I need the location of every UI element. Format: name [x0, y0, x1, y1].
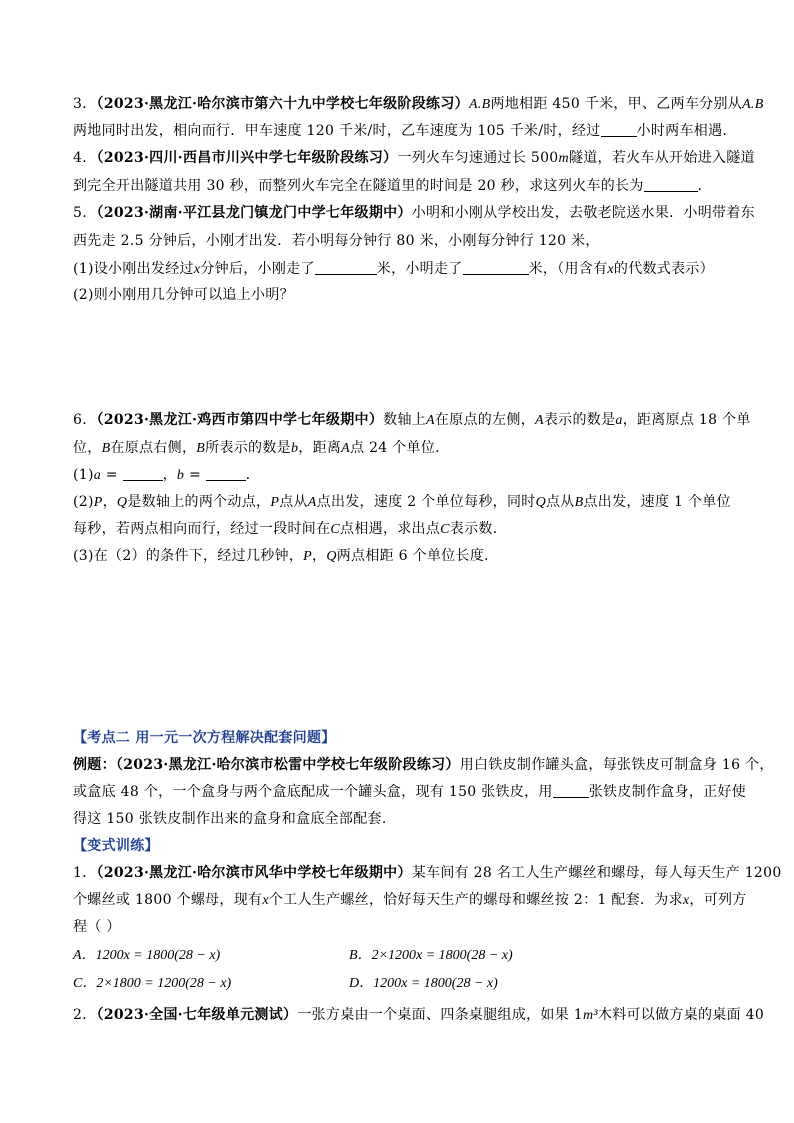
- question-text: 在原点的左侧，: [434, 412, 536, 428]
- question-text: 程（ ）: [73, 919, 121, 935]
- example-line-3: [73, 809, 396, 829]
- math-var: A: [535, 413, 544, 428]
- math-var: x: [193, 262, 201, 277]
- question-text: 每秒，若两点相向而行，经过一段时间在: [73, 521, 331, 537]
- question-text: 在原点右侧，: [110, 440, 197, 456]
- question-number: 3．: [73, 96, 97, 112]
- math-var: x: [262, 893, 269, 908]
- question-text: 西先走 2.5 分钟后，小刚才出发．若小明每分钟行 80 米，小刚每分钟行 120 米，: [73, 233, 600, 249]
- question-text: 表示的数是: [543, 412, 616, 428]
- question-text: (2)则小刚用几分钟可以追上小明？: [73, 287, 294, 303]
- question-text: ，: [312, 548, 327, 564]
- math-var: Q: [535, 495, 546, 510]
- math-unit: m³: [582, 1008, 598, 1023]
- math-var: P: [93, 495, 103, 510]
- separator: ，: [162, 467, 177, 483]
- question-text: 小明和小刚从学校出发，去敬老院送水果．小明带着东: [411, 205, 755, 221]
- question-text: 是数轴上的两个动点，: [127, 494, 271, 510]
- question-text: 得这 150 张铁皮制作出来的盒身和盒底全部配套．: [73, 811, 397, 827]
- math-unit: m: [558, 151, 569, 166]
- answer-blank[interactable]: [206, 466, 246, 481]
- question-source: （2023·黑龙江·哈尔滨市第六十九中学校七年级阶段练习）: [96, 96, 469, 112]
- option-d[interactable]: [349, 973, 498, 994]
- option-c[interactable]: [73, 973, 231, 994]
- question-source: （2023·四川·西昌市川兴中学七年级阶段练习）: [96, 150, 398, 166]
- question-text: 张铁皮制作盒身，正好使: [588, 784, 747, 800]
- question-text: ，: [102, 494, 117, 510]
- math-var: C: [440, 522, 450, 537]
- math-var: a: [93, 468, 102, 483]
- math-var: x: [607, 262, 614, 277]
- question-source: （2023·黑龙江·哈尔滨市风华中学校七年级期中）: [96, 865, 412, 881]
- question-number: 2．: [73, 1007, 97, 1023]
- option-b[interactable]: [349, 945, 513, 966]
- question-text: ．: [245, 467, 261, 483]
- q6-part-3: [73, 546, 498, 567]
- q6-line-1: [73, 410, 751, 431]
- question-number: 1．: [73, 865, 97, 881]
- math-var: A: [426, 413, 435, 428]
- question-text: 木料可以做方桌的桌面 40: [597, 1007, 765, 1023]
- question-text: 个螺丝或 1800 个螺母，现有: [73, 892, 263, 908]
- q4-line-2: [73, 176, 712, 196]
- option-label: B．: [349, 948, 372, 963]
- v1-line-1: [73, 863, 782, 883]
- example-line-2: [73, 782, 746, 802]
- question-text: 数轴上: [383, 412, 427, 428]
- question-number: 4．: [73, 150, 97, 166]
- option-label: D．: [349, 976, 374, 991]
- question-text: ，距离: [298, 440, 342, 456]
- option-equation: 2×1200x = 1800(28 − x): [371, 948, 513, 963]
- question-source: （2023·湖南·平江县龙门镇龙门中学七年级期中）: [96, 205, 412, 221]
- q3-line-1: [73, 94, 764, 115]
- question-text: 一列火车匀速通过长 500: [397, 150, 559, 166]
- v1-line-2: [73, 890, 747, 911]
- question-text: 点相遇，求出点: [340, 521, 441, 537]
- question-text: 到完全开出隧道共用 30 秒，而整列火车完全在隧道里的时间是 20 秒，求这列火车的长为: [73, 178, 644, 194]
- math-var: B: [574, 495, 584, 510]
- math-var: x: [682, 893, 690, 908]
- question-text: 两地同时出发，相向而行．甲车速度 120 千米/时，乙车速度为 105 千米/时，经过: [73, 123, 601, 139]
- example-label: 例题：: [73, 757, 116, 773]
- math-var: A.B: [742, 97, 764, 112]
- answer-blank[interactable]: [553, 783, 589, 798]
- question-text: ．: [697, 178, 712, 194]
- example-line-1: [73, 755, 774, 775]
- math-var: P: [270, 495, 280, 510]
- math-var: P: [303, 549, 312, 564]
- question-text: (2): [73, 494, 94, 510]
- question-text: 的代数式表示）: [613, 261, 715, 277]
- q6-part-2: [73, 492, 731, 513]
- question-text: 米，小明走了: [376, 261, 463, 277]
- q5-part-2: [73, 285, 294, 305]
- question-text: 点从: [279, 494, 308, 510]
- question-text: 位，: [73, 440, 102, 456]
- question-source: （2023·黑龙江·哈尔滨市松雷中学校七年级阶段练习）: [115, 757, 460, 773]
- answer-blank[interactable]: [601, 122, 637, 137]
- math-var: C: [330, 522, 341, 537]
- q6-line-4: [73, 519, 507, 540]
- math-var: Q: [116, 495, 128, 510]
- question-text: 隧道，若火车从开始进入隧道: [568, 150, 755, 166]
- v1-line-3: [73, 917, 121, 937]
- option-label: C．: [73, 976, 97, 991]
- question-text: 某车间有 28 名工人生产螺丝和螺母，每人每天生产 1200: [411, 865, 782, 881]
- math-var: A: [307, 495, 317, 510]
- option-label: A．: [73, 948, 96, 963]
- question-text: 点从: [546, 494, 575, 510]
- question-text: (3)在（2）的条件下，经过几秒钟，: [73, 548, 304, 564]
- math-var: b: [176, 468, 185, 483]
- question-source: （2023·黑龙江·鸡西市第四中学七年级期中）: [96, 412, 384, 428]
- question-text: 所表示的数是: [205, 440, 291, 456]
- v2-line-1: [73, 1005, 764, 1026]
- question-text: 两点相距 6 个单位长度．: [336, 548, 499, 564]
- math-var: A: [341, 441, 351, 456]
- question-number: 6．: [73, 412, 97, 428]
- q6-part-1: [73, 465, 260, 486]
- equals-sign: =: [101, 467, 123, 483]
- question-text: ，可列方: [689, 892, 747, 908]
- answer-blank[interactable]: [463, 260, 529, 275]
- question-text: 一张方桌由一个桌面、四条桌腿组成，如果 1: [297, 1007, 583, 1023]
- question-text: ，距离原点 18 个单: [622, 412, 751, 428]
- math-var: a: [615, 413, 623, 428]
- math-var: b: [290, 441, 299, 456]
- question-text: 点出发，速度 1 个单位: [583, 494, 731, 510]
- q6-line-2: [73, 438, 449, 459]
- answer-blank[interactable]: [315, 260, 377, 275]
- question-text: (1): [73, 467, 94, 483]
- question-number: 5．: [73, 205, 97, 221]
- question-text: (1)设小刚出发经过: [73, 261, 194, 277]
- answer-blank[interactable]: [644, 177, 698, 192]
- option-equation: 1200x = 1800(28 − x): [95, 948, 221, 963]
- question-text: 点 24 个单位．: [350, 440, 450, 456]
- question-text: 个工人生产螺丝，恰好每天生产的螺母和螺丝按 2：1 配套．为求: [268, 892, 683, 908]
- variant-heading: 【变式训练】: [73, 838, 159, 854]
- q5-part-1: [73, 259, 714, 280]
- math-var: B: [196, 441, 206, 456]
- math-var: Q: [326, 549, 337, 564]
- q4-line-1: [73, 148, 755, 169]
- question-text: 用白铁皮制作罐头盒，每张铁皮可制盒身 16 个，: [459, 757, 774, 773]
- question-text: 两地相距 450 千米，甲、乙两车分别从: [490, 96, 743, 112]
- math-var: B: [101, 441, 111, 456]
- question-text: 米，（用含有: [528, 261, 608, 277]
- option-equation: 1200x = 1800(28 − x): [373, 976, 498, 991]
- q5-line-1: [73, 203, 755, 223]
- q5-line-2: [73, 231, 600, 251]
- question-text: 表示数．: [449, 521, 507, 537]
- q3-line-2: [73, 121, 737, 141]
- answer-blank[interactable]: [123, 466, 163, 481]
- option-a[interactable]: [73, 945, 220, 966]
- section-heading: 【考点二 用一元一次方程解决配套问题】: [73, 730, 336, 746]
- question-text: 小时两车相遇．: [636, 123, 737, 139]
- question-text: 点出发，速度 2 个单位每秒，同时: [316, 494, 536, 510]
- option-equation: 2×1800 = 1200(28 − x): [96, 976, 232, 991]
- equals-sign: =: [184, 467, 206, 483]
- question-source: （2023·全国·七年级单元测试）: [96, 1007, 298, 1023]
- question-text: 分钟后，小刚走了: [200, 261, 315, 277]
- question-text: 或盒底 48 个，一个盒身与两个盒底配成一个罐头盒，现有 150 张铁皮，用: [73, 784, 553, 800]
- math-var: A.B: [468, 97, 491, 112]
